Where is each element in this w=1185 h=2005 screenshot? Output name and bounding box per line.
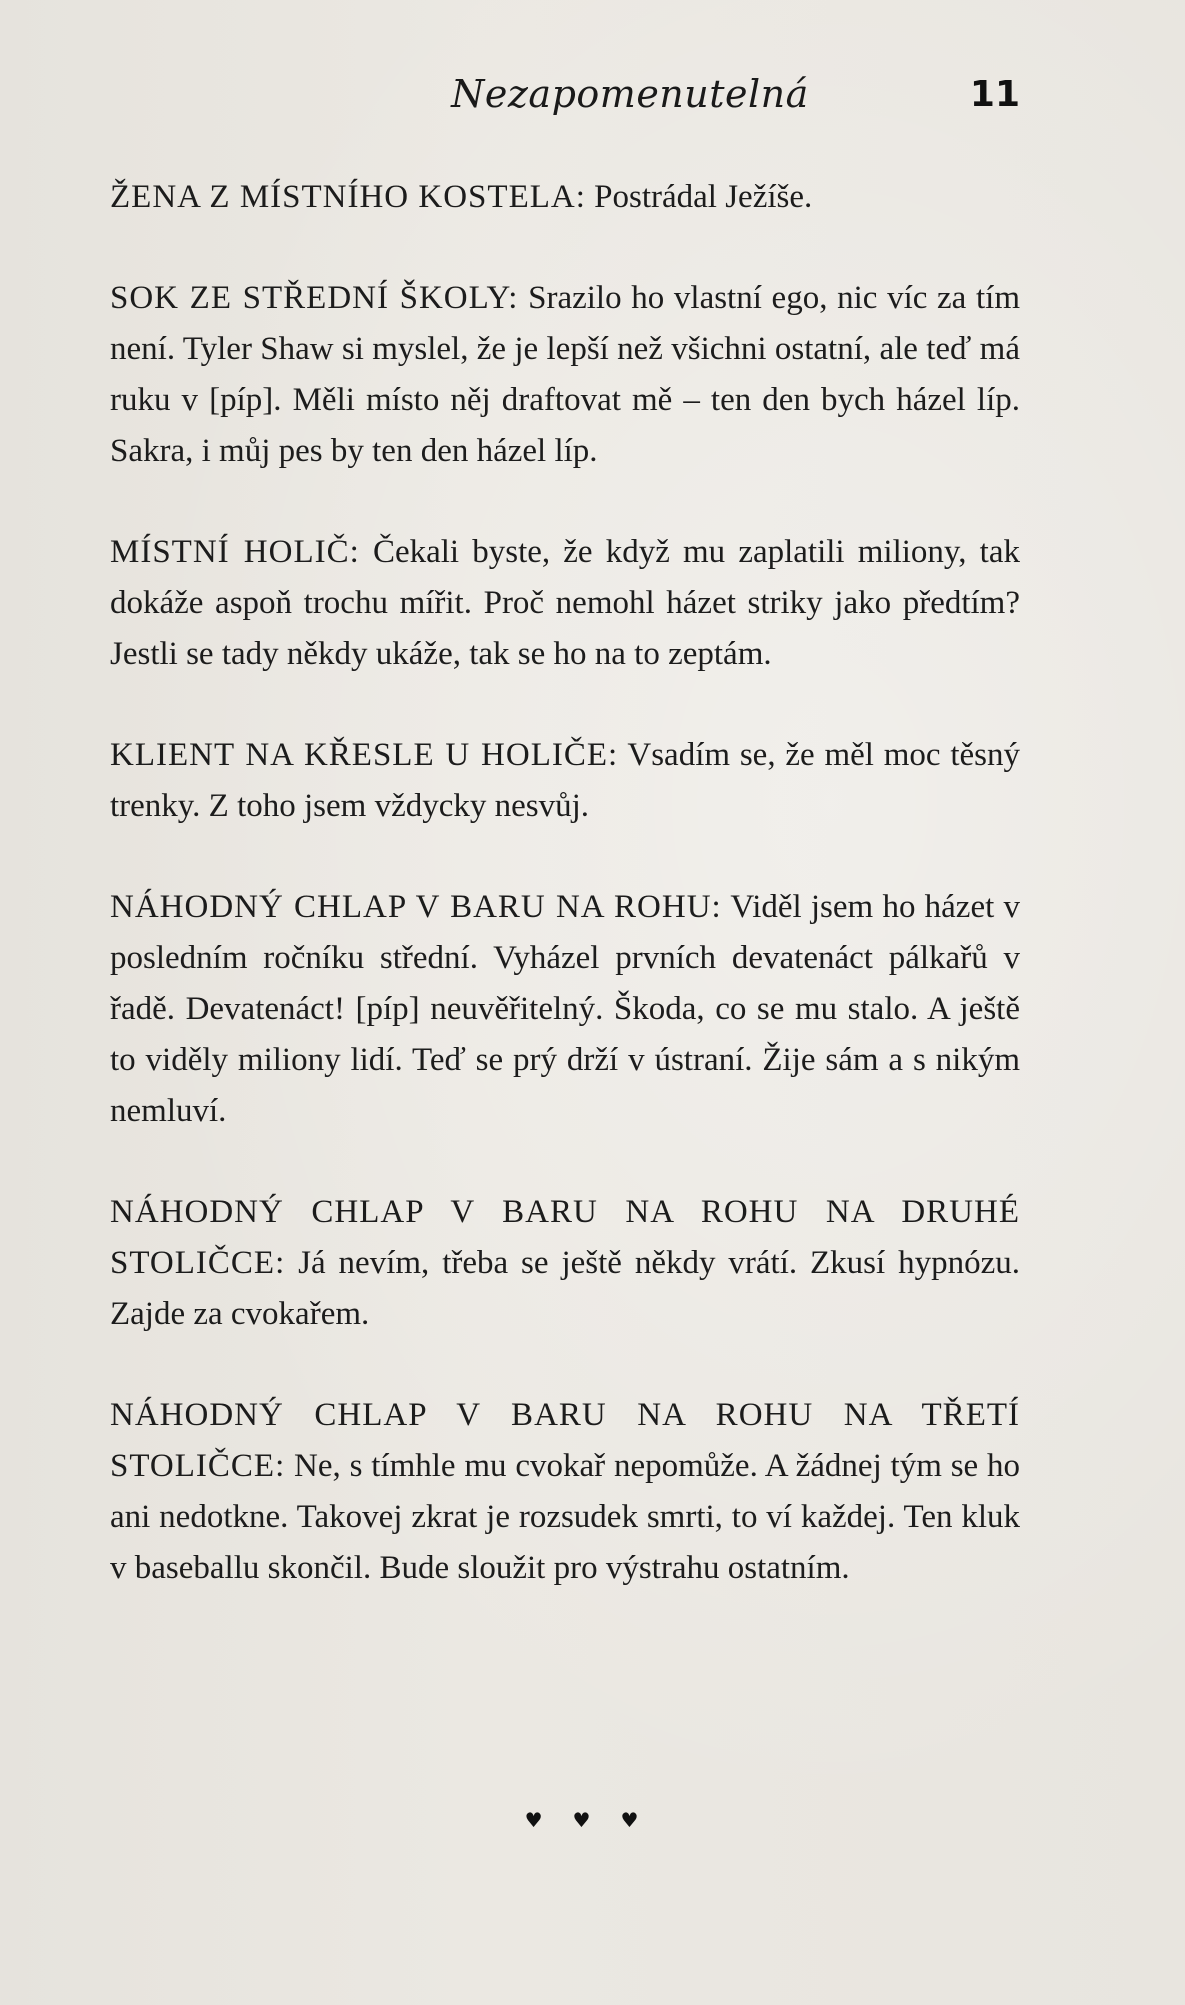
speaker-label: NÁHODNÝ CHLAP V BARU NA ROHU: — [110, 889, 722, 925]
section-separator — [0, 1808, 1185, 1832]
speaker-label: MÍSTNÍ HOLIČ: — [110, 534, 360, 570]
page-header — [110, 72, 1020, 132]
paragraph-school-rival — [110, 273, 1020, 477]
speaker-label: SOK ZE STŘEDNÍ ŠKOLY: — [110, 280, 519, 316]
heart-icon: ♥ — [620, 1808, 661, 1832]
paragraph-church-woman — [110, 172, 1020, 223]
paragraph-text: Vsadím se, že měl moc těsný trenky. Z toho jsem vždycky nesvůj. — [110, 737, 1020, 824]
paragraph-text: Já nevím, třeba se ještě někdy vrátí. Zkusí hypnózu. Zajde za cvokařem. — [110, 1245, 1020, 1332]
paragraph-text: Čekali byste, že když mu zaplatili miliony, tak dokáže aspoň trochu mířit. Proč nemohl házet striky jako předtím? Jestli se tady někdy ukáže, tak se ho na to zeptám. — [110, 534, 1020, 672]
page-number: 11 — [969, 74, 1020, 115]
paragraph-text: Viděl jsem ho házet v posledním ročníku střední. Vyházel prvních devatenáct pálkařů v řadě. Devatenáct! [píp] neuvěřitelný. Škoda, co se mu stalo. A ještě to viděly miliony lidí. Teď se prý drží v ústraní. Žije sám a s nikým nemluví. — [110, 889, 1020, 1129]
heart-icon: ♥ — [524, 1808, 565, 1832]
paragraph-bar-guy — [110, 882, 1020, 1137]
speaker-label: KLIENT NA KŘESLE U HOLIČE: — [110, 737, 619, 773]
paragraph-local-barber — [110, 527, 1020, 680]
speaker-label: ŽENA Z MÍSTNÍHO KOSTELA: — [110, 179, 586, 215]
page-body — [110, 172, 1020, 1644]
paragraph-bar-guy-second-stool — [110, 1187, 1020, 1340]
running-title: Nezapomenutelná — [451, 72, 809, 116]
heart-icon: ♥ — [572, 1808, 613, 1832]
speaker-label: NÁHODNÝ CHLAP V BARU NA ROHU NA DRUHÉ STOLIČCE: — [110, 1194, 1020, 1281]
paragraph-text: Ne, s tímhle mu cvokař nepomůže. A žádnej tým se ho ani nedotkne. Takovej zkrat je rozsudek smrti, to ví každej. Ten kluk v baseballu skončil. Bude sloužit pro výstrahu ostatním. — [110, 1448, 1020, 1586]
paragraph-text: Srazilo ho vlastní ego, nic víc za tím není. Tyler Shaw si myslel, že je lepší než všichni ostatní, ale teď má ruku v [píp]. Měli místo něj draftovat mě – ten den bych házel líp. Sakra, i můj pes by ten den házel líp. — [110, 280, 1020, 469]
paragraph-text: Postrádal Ježíše. — [585, 179, 813, 215]
paragraph-barber-client — [110, 730, 1020, 832]
paragraph-bar-guy-third-stool — [110, 1390, 1020, 1594]
speaker-label: NÁHODNÝ CHLAP V BARU NA ROHU NA TŘETÍ STOLIČCE: — [110, 1397, 1020, 1484]
